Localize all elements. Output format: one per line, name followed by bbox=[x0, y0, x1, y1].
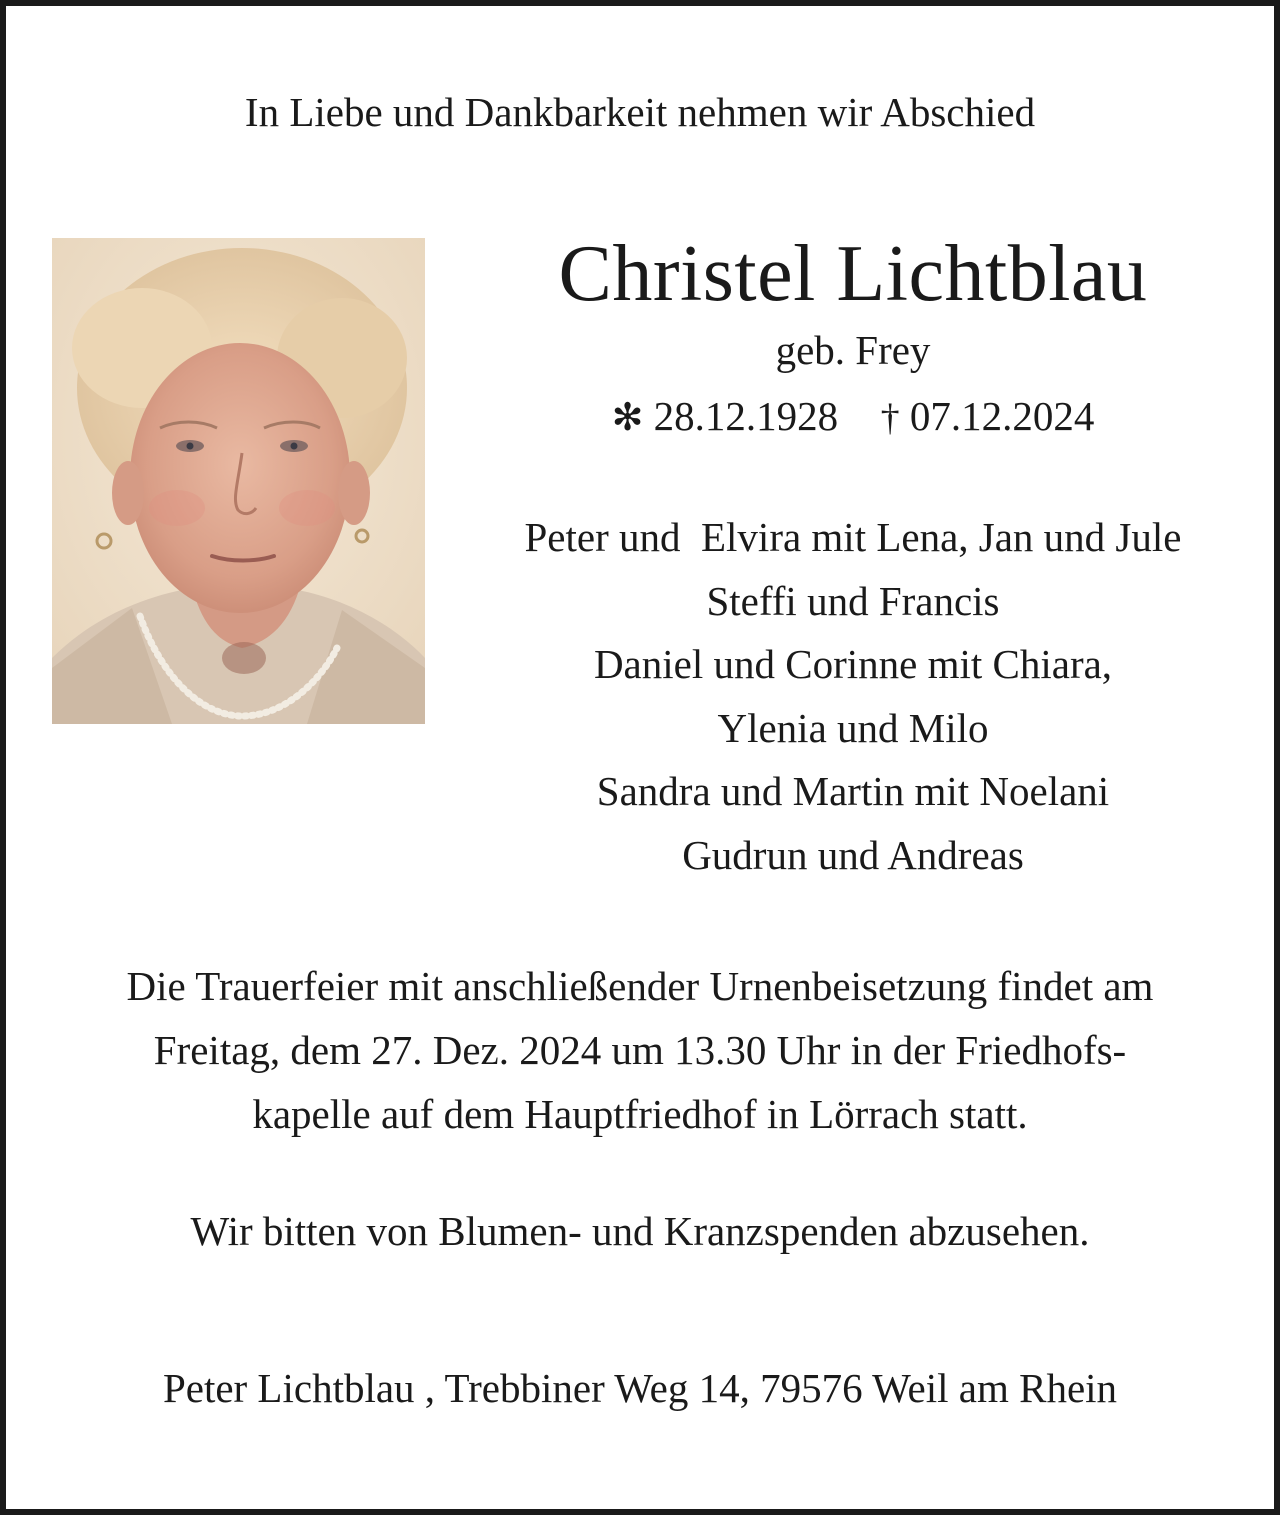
mourner-line: Steffi und Francis bbox=[706, 577, 1000, 624]
deceased-details bbox=[436, 224, 1270, 887]
portrait-photo bbox=[52, 238, 425, 724]
mourner-line: Peter und Elvira mit Lena, Jan und Jule bbox=[524, 514, 1182, 560]
mourner-line: Daniel und Corinne mit Chiara, bbox=[593, 641, 1113, 687]
flower-request: Wir bitten von Blumen- und Kranzspenden abzusehen. bbox=[190, 1208, 1090, 1254]
mourner-line: Ylenia und Milo bbox=[717, 704, 989, 751]
maiden-name: geb. Frey bbox=[775, 327, 931, 373]
portrait-illustration bbox=[52, 238, 425, 724]
death-date: 07.12.2024 bbox=[909, 393, 1095, 439]
mourner-line: Sandra und Martin mit Noelani bbox=[596, 768, 1110, 814]
mourners-list bbox=[436, 506, 1270, 887]
ceremony-info bbox=[20, 954, 1260, 1146]
birth-star-icon: ✻ bbox=[611, 397, 644, 439]
birth-date: 28.12.1928 bbox=[653, 393, 839, 439]
intro-line: In Liebe und Dankbarkeit nehmen wir Abschied bbox=[244, 89, 1036, 135]
deceased-name: Christel Lichtblau bbox=[558, 230, 1148, 318]
mourner-line: Gudrun und Andreas bbox=[682, 831, 1024, 878]
life-dates bbox=[436, 388, 1270, 446]
ceremony-line: Die Trauerfeier mit anschließender Urnenbeisetzung findet am bbox=[126, 963, 1154, 1009]
contact-address: Peter Lichtblau , Trebbiner Weg 14, 79576 Weil am Rhein bbox=[162, 1365, 1118, 1411]
ceremony-line: Freitag, dem 27. Dez. 2024 um 13.30 Uhr in der Friedhofs- bbox=[153, 1027, 1127, 1073]
death-cross-icon: † bbox=[880, 397, 900, 439]
ceremony-line: kapelle auf dem Hauptfriedhof in Lörrach statt. bbox=[252, 1091, 1028, 1137]
